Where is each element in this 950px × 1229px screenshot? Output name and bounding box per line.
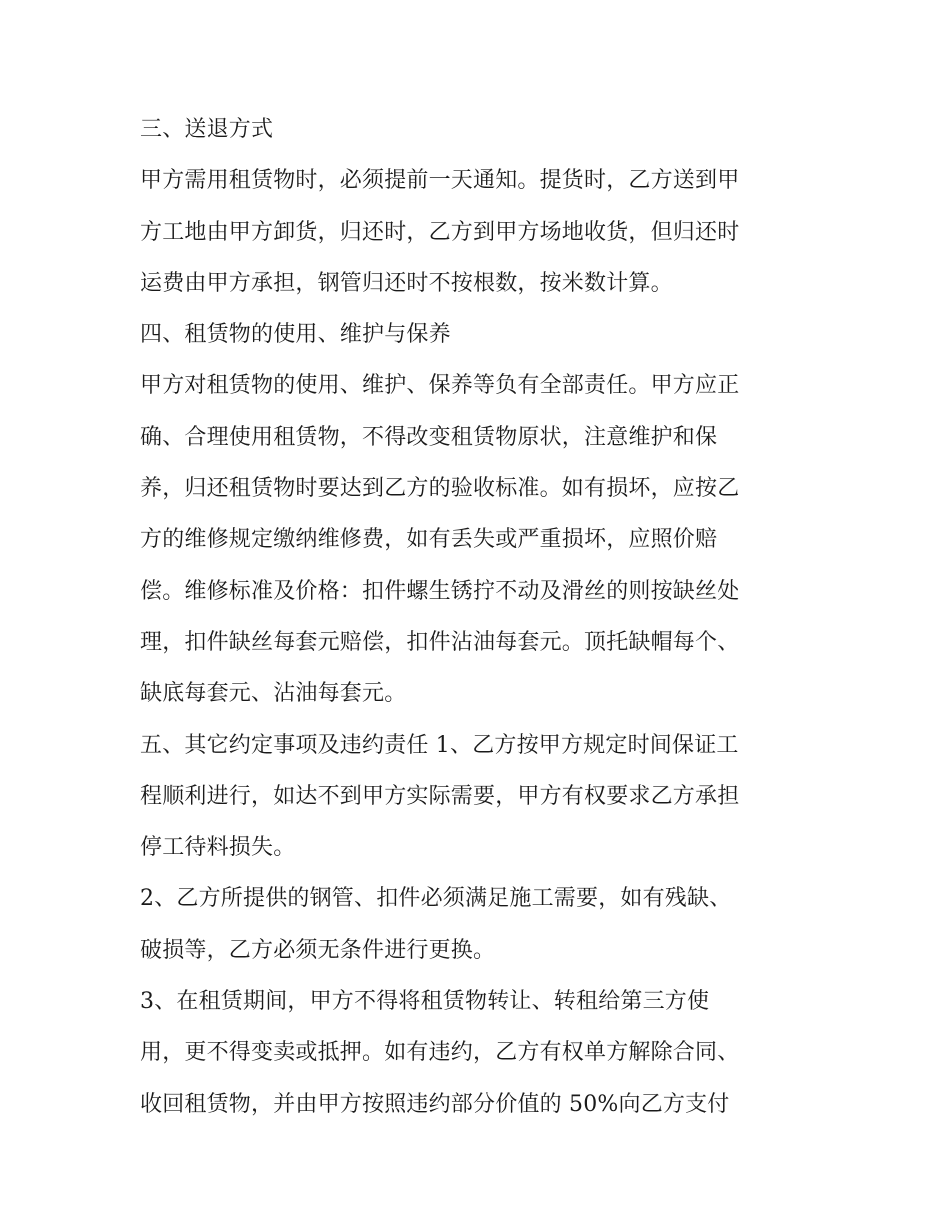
paragraph-line: 确、合理使用租赁物，不得改变租赁物原状，注意维护和保: [140, 424, 718, 450]
clause-3-line: 3、在租赁期间，甲方不得将租赁物转让、转租给第三方使: [140, 989, 710, 1015]
paragraph-line: 缺底每套元、沾油每套元。: [140, 681, 407, 707]
paragraph-line: 偿。维修标准及价格：扣件螺生锈拧不动及滑丝的则按缺丝处: [140, 578, 740, 604]
paragraph-line: 破损等，乙方必须无条件进行更换。: [140, 937, 496, 963]
paragraph-line: 用，更不得变卖或抵押。如有违约，乙方有权单方解除合同、: [140, 1040, 740, 1066]
document-page: [140, 104, 820, 1130]
section-heading-other-terms: 五、其它约定事项及违约责任 1、乙方按甲方规定时间保证工: [140, 732, 739, 758]
paragraph-line: 程顺利进行，如达不到甲方实际需要，甲方有权要求乙方承担: [140, 783, 740, 809]
section-heading-delivery: 三、送退方式: [140, 117, 274, 142]
paragraph-line: 理，扣件缺丝每套元赔偿，扣件沾油每套元。顶托缺帽每个、: [140, 629, 740, 655]
paragraph-line: 运费由甲方承担，钢管归还时不按根数，按米数计算。: [140, 270, 673, 296]
paragraph-line: 收回租赁物，并由甲方按照违约部分价值的 50%向乙方支付: [140, 1091, 730, 1117]
paragraph-line: 方的维修规定缴纳维修费，如有丢失或严重损坏，应照价赔: [140, 527, 718, 553]
paragraph-line: 停工待料损失。: [140, 835, 296, 861]
clause-2-line: 2、乙方所提供的钢管、扣件必须满足施工需要，如有残缺、: [140, 886, 732, 912]
paragraph-line: 甲方对租赁物的使用、维护、保养等负有全部责任。甲方应正: [140, 373, 740, 399]
paragraph-line: 甲方需用租赁物时，必须提前一天通知。提货时，乙方送到甲: [140, 168, 740, 194]
paragraph-line: 方工地由甲方卸货，归还时，乙方到甲方场地收货，但归还时: [140, 219, 740, 245]
section-heading-usage-maintenance: 四、租赁物的使用、维护与保养: [140, 322, 451, 348]
paragraph-line: 养，归还租赁物时要达到乙方的验收标准。如有损坏，应按乙: [140, 476, 740, 502]
